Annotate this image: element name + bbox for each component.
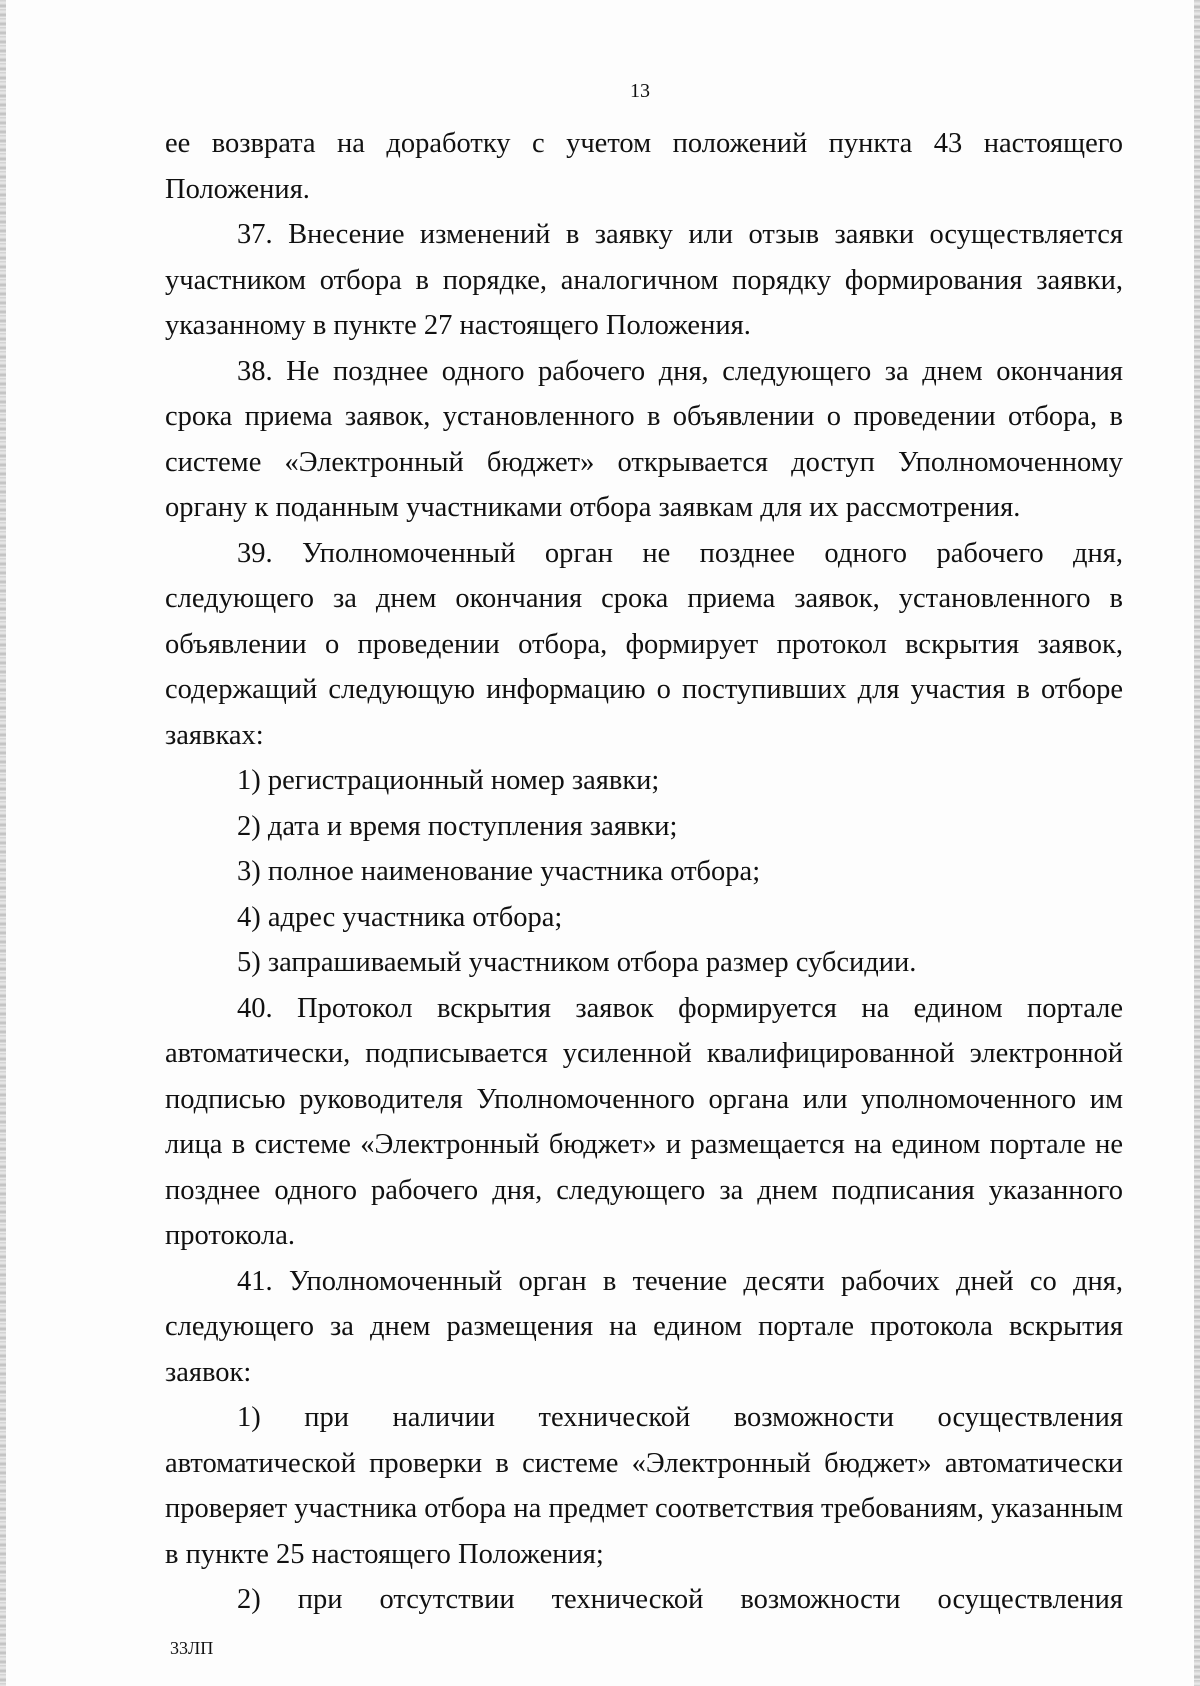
paragraph-continuation: ее возврата на доработку с учетом положений пункта 43 настоящего Положения.	[165, 128, 1123, 205]
list-item-5: 5) запрашиваемый участником отбора размер субсидии.	[237, 947, 917, 978]
paragraph-40: 40. Протокол вскрытия заявок формируется на едином портале автоматически, подписывается усиленной квалифицированной электронной подписью руководителя Уполномоченного органа или уполномоченного им лица в системе «Электронный бюджет» и размещается на едином портале не позднее одного рабочего дня, следующего за днем подписания указанного протокола.	[165, 992, 1123, 1251]
paragraph-41-item-2: 2) при отсутствии технической возможности осуществления	[237, 1584, 1123, 1615]
paragraph-39: 39. Уполномоченный орган не позднее одного рабочего дня, следующего за днем окончания срока приема заявок, установленного в объявлении о проведении отбора, формирует протокол вскрытия заявок, содержащий следующую информацию о поступивших для участия в отборе заявках:	[165, 537, 1123, 751]
list-item-2: 2) дата и время поступления заявки;	[237, 810, 678, 842]
paragraph-38: 38. Не позднее одного рабочего дня, следующего за днем окончания срока приема заявок, установленного в объявлении о проведении отбора, в системе «Электронный бюджет» открывается доступ Уполномоченному органу к поданным участниками отбора заявкам для их рассмотрения.	[165, 355, 1123, 523]
list-item-3: 3) полное наименование участника отбора;	[237, 856, 761, 887]
scan-edge-right	[1194, 0, 1200, 1686]
document-body	[165, 121, 1123, 1623]
scan-edge-left	[0, 0, 6, 1686]
list-item-4: 4) адрес участника отбора;	[237, 901, 563, 933]
footer-code: 33ЛП	[170, 1638, 214, 1658]
list-item-1: 1) регистрационный номер заявки;	[237, 765, 660, 796]
page-number: 13	[630, 80, 650, 102]
paragraph-41-item-1: 1) при наличии технической возможности осуществления автоматической проверки в системе «Электронный бюджет» автоматически проверяет участника отбора на предмет соответствия требованиям, указанным в пункте 25 настоящего Положения;	[165, 1402, 1123, 1570]
paragraph-37: 37. Внесение изменений в заявку или отзыв заявки осуществляется участником отбора в порядке, аналогичном порядку формирования заявки, указанному в пункте 27 настоящего Положения.	[165, 219, 1123, 341]
paragraph-41: 41. Уполномоченный орган в течение десяти рабочих дней со дня, следующего за днем размещения на едином портале протокола вскрытия заявок:	[165, 1265, 1123, 1388]
